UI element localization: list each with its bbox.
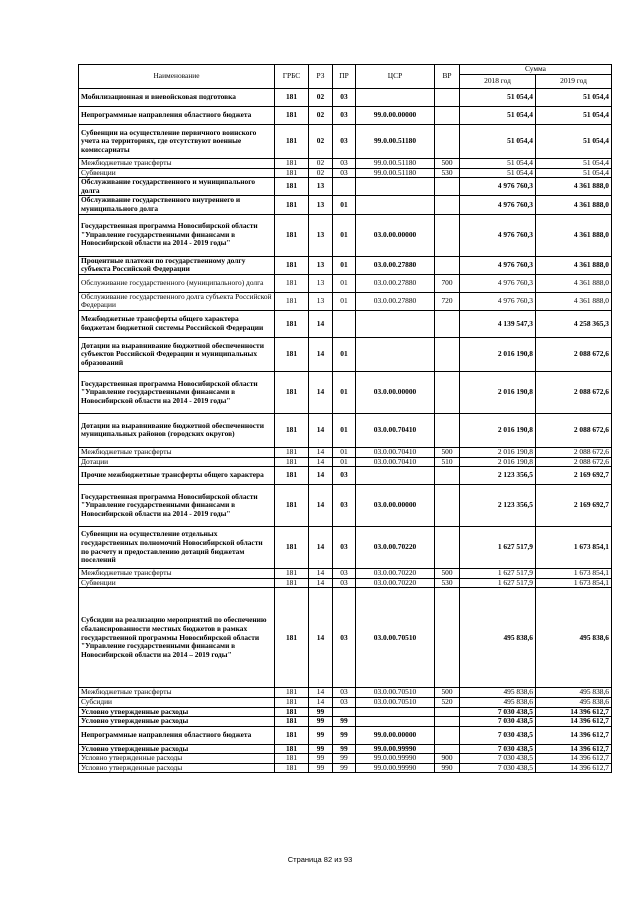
cell-y2018: 4 976 760,3 bbox=[460, 178, 536, 196]
cell-grbs: 181 bbox=[275, 413, 309, 447]
cell-name: Государственная программа Новосибирской области "Управление государственными финансами в Новосибирской области на 2014 - 2019 годы" bbox=[79, 485, 275, 527]
cell-y2018: 51 054,4 bbox=[460, 107, 536, 125]
cell-y2019: 51 054,4 bbox=[536, 159, 612, 169]
cell-grbs: 181 bbox=[275, 578, 309, 588]
cell-csr: 99.0.00.99990 bbox=[356, 763, 435, 773]
cell-rz: 13 bbox=[309, 256, 333, 274]
cell-grbs: 181 bbox=[275, 159, 309, 169]
cell-csr: 03.0.00.27880 bbox=[356, 292, 435, 310]
cell-rz: 13 bbox=[309, 214, 333, 256]
cell-y2019: 2 088 672,6 bbox=[536, 371, 612, 413]
cell-name: Дотации на выравнивание бюджетной обеспеченности субъектов Российской Федерации и муниципальных образований bbox=[79, 337, 275, 371]
cell-y2019: 2 088 672,6 bbox=[536, 337, 612, 371]
cell-y2018: 495 838,6 bbox=[460, 588, 536, 688]
cell-name: Государственная программа Новосибирской области "Управление государственными финансами в Новосибирской области на 2014 - 2019 годы" bbox=[79, 371, 275, 413]
header-rz: РЗ bbox=[309, 65, 333, 89]
cell-y2019: 14 396 612,7 bbox=[536, 754, 612, 764]
cell-vr bbox=[435, 196, 460, 214]
cell-pr: 99 bbox=[333, 754, 356, 764]
cell-y2018: 2 016 190,8 bbox=[460, 337, 536, 371]
table-row bbox=[79, 485, 612, 527]
cell-csr: 99.0.00.51180 bbox=[356, 125, 435, 159]
table-row bbox=[79, 447, 612, 457]
cell-name: Субсидии bbox=[79, 697, 275, 707]
table-row bbox=[79, 107, 612, 125]
cell-y2019: 1 673 854,1 bbox=[536, 569, 612, 579]
cell-name: Межбюджетные трансферты bbox=[79, 447, 275, 457]
cell-csr bbox=[356, 178, 435, 196]
cell-y2018: 2 016 190,8 bbox=[460, 457, 536, 467]
cell-name: Обслуживание государственного долга субъекта Российской Федерации bbox=[79, 292, 275, 310]
cell-y2018: 51 054,4 bbox=[460, 168, 536, 178]
cell-name: Дотации bbox=[79, 457, 275, 467]
cell-name: Процентные платежи по государственному долгу субъекта Российской Федерации bbox=[79, 256, 275, 274]
cell-grbs: 181 bbox=[275, 274, 309, 292]
cell-rz: 14 bbox=[309, 467, 333, 485]
cell-y2018: 7 030 438,5 bbox=[460, 744, 536, 754]
cell-csr bbox=[356, 196, 435, 214]
cell-rz: 02 bbox=[309, 159, 333, 169]
cell-y2019: 4 361 888,0 bbox=[536, 274, 612, 292]
cell-csr: 03.0.00.70220 bbox=[356, 569, 435, 579]
table-row bbox=[79, 707, 612, 717]
table-row bbox=[79, 168, 612, 178]
cell-csr: 03.0.00.70510 bbox=[356, 697, 435, 707]
cell-rz: 14 bbox=[309, 569, 333, 579]
cell-pr: 03 bbox=[333, 467, 356, 485]
cell-y2019: 51 054,4 bbox=[536, 107, 612, 125]
cell-rz: 99 bbox=[309, 754, 333, 764]
cell-pr: 01 bbox=[333, 337, 356, 371]
cell-vr bbox=[435, 717, 460, 727]
cell-y2019: 2 169 692,7 bbox=[536, 485, 612, 527]
cell-grbs: 181 bbox=[275, 214, 309, 256]
cell-pr: 03 bbox=[333, 125, 356, 159]
cell-grbs: 181 bbox=[275, 467, 309, 485]
cell-csr: 99.0.00.51180 bbox=[356, 168, 435, 178]
cell-grbs: 181 bbox=[275, 485, 309, 527]
cell-grbs: 181 bbox=[275, 292, 309, 310]
cell-csr bbox=[356, 89, 435, 107]
cell-pr: 99 bbox=[333, 726, 356, 744]
table-row bbox=[79, 178, 612, 196]
cell-rz: 13 bbox=[309, 292, 333, 310]
table-row bbox=[79, 413, 612, 447]
page-number: Страница 82 из 93 bbox=[287, 855, 353, 864]
cell-pr: 01 bbox=[333, 457, 356, 467]
cell-pr: 01 bbox=[333, 292, 356, 310]
cell-csr: 03.0.00.27880 bbox=[356, 256, 435, 274]
cell-csr bbox=[356, 337, 435, 371]
cell-y2018: 2 016 190,8 bbox=[460, 371, 536, 413]
table-row bbox=[79, 726, 612, 744]
cell-name: Обслуживание государственного внутреннего и муниципального долга bbox=[79, 196, 275, 214]
cell-name: Межбюджетные трансферты bbox=[79, 688, 275, 698]
cell-y2019: 4 361 888,0 bbox=[536, 256, 612, 274]
table-row bbox=[79, 457, 612, 467]
cell-pr: 99 bbox=[333, 763, 356, 773]
cell-y2019: 14 396 612,7 bbox=[536, 717, 612, 727]
cell-y2018: 7 030 438,5 bbox=[460, 707, 536, 717]
table-row bbox=[79, 125, 612, 159]
cell-y2019: 51 054,4 bbox=[536, 125, 612, 159]
table-row bbox=[79, 688, 612, 698]
cell-pr: 01 bbox=[333, 196, 356, 214]
cell-vr bbox=[435, 310, 460, 337]
header-pr: ПР bbox=[333, 65, 356, 89]
cell-pr: 01 bbox=[333, 256, 356, 274]
cell-vr: 990 bbox=[435, 763, 460, 773]
cell-csr: 03.0.00.70410 bbox=[356, 447, 435, 457]
cell-y2019: 4 361 888,0 bbox=[536, 178, 612, 196]
cell-y2018: 4 976 760,3 bbox=[460, 214, 536, 256]
cell-y2018: 51 054,4 bbox=[460, 125, 536, 159]
cell-y2019: 51 054,4 bbox=[536, 89, 612, 107]
cell-vr: 500 bbox=[435, 447, 460, 457]
cell-grbs: 181 bbox=[275, 588, 309, 688]
table-row bbox=[79, 196, 612, 214]
cell-y2018: 4 976 760,3 bbox=[460, 292, 536, 310]
cell-y2018: 4 976 760,3 bbox=[460, 196, 536, 214]
table-row bbox=[79, 527, 612, 569]
cell-rz: 99 bbox=[309, 763, 333, 773]
cell-vr: 530 bbox=[435, 168, 460, 178]
cell-vr bbox=[435, 467, 460, 485]
table-row bbox=[79, 310, 612, 337]
cell-vr bbox=[435, 527, 460, 569]
cell-name: Мобилизационная и вневойсковая подготовка bbox=[79, 89, 275, 107]
cell-grbs: 181 bbox=[275, 337, 309, 371]
table-row bbox=[79, 763, 612, 773]
cell-vr: 720 bbox=[435, 292, 460, 310]
cell-pr: 01 bbox=[333, 274, 356, 292]
cell-y2019: 2 088 672,6 bbox=[536, 447, 612, 457]
cell-rz: 14 bbox=[309, 588, 333, 688]
table-row bbox=[79, 717, 612, 727]
cell-name: Прочие межбюджетные трансферты общего характера bbox=[79, 467, 275, 485]
cell-rz: 14 bbox=[309, 578, 333, 588]
table-body bbox=[79, 89, 612, 773]
cell-grbs: 181 bbox=[275, 178, 309, 196]
cell-grbs: 181 bbox=[275, 310, 309, 337]
cell-name: Непрограммные направления областного бюджета bbox=[79, 107, 275, 125]
cell-y2018: 2 016 190,8 bbox=[460, 447, 536, 457]
cell-grbs: 181 bbox=[275, 196, 309, 214]
cell-y2018: 1 627 517,9 bbox=[460, 578, 536, 588]
budget-table bbox=[78, 64, 612, 773]
cell-grbs: 181 bbox=[275, 107, 309, 125]
cell-grbs: 181 bbox=[275, 371, 309, 413]
cell-rz: 02 bbox=[309, 89, 333, 107]
table-row bbox=[79, 754, 612, 764]
cell-name: Субвенции bbox=[79, 168, 275, 178]
cell-pr: 99 bbox=[333, 744, 356, 754]
cell-rz: 99 bbox=[309, 707, 333, 717]
table-row bbox=[79, 214, 612, 256]
table-row bbox=[79, 569, 612, 579]
cell-pr: 03 bbox=[333, 168, 356, 178]
header-2018: 2018 год bbox=[460, 75, 536, 89]
cell-name: Непрограммные направления областного бюджета bbox=[79, 726, 275, 744]
cell-rz: 99 bbox=[309, 726, 333, 744]
cell-csr: 99.0.00.00000 bbox=[356, 107, 435, 125]
cell-vr: 510 bbox=[435, 457, 460, 467]
cell-y2019: 495 838,6 bbox=[536, 697, 612, 707]
cell-y2018: 2 123 356,5 bbox=[460, 467, 536, 485]
cell-csr: 03.0.00.00000 bbox=[356, 371, 435, 413]
cell-rz: 13 bbox=[309, 178, 333, 196]
cell-grbs: 181 bbox=[275, 447, 309, 457]
cell-y2018: 2 016 190,8 bbox=[460, 413, 536, 447]
cell-name: Субвенции bbox=[79, 578, 275, 588]
cell-grbs: 181 bbox=[275, 527, 309, 569]
cell-y2018: 2 123 356,5 bbox=[460, 485, 536, 527]
cell-vr: 700 bbox=[435, 274, 460, 292]
cell-y2019: 495 838,6 bbox=[536, 688, 612, 698]
cell-y2018: 4 139 547,3 bbox=[460, 310, 536, 337]
cell-vr bbox=[435, 371, 460, 413]
cell-y2019: 1 673 854,1 bbox=[536, 578, 612, 588]
cell-vr bbox=[435, 707, 460, 717]
cell-vr: 500 bbox=[435, 159, 460, 169]
cell-y2018: 51 054,4 bbox=[460, 159, 536, 169]
cell-name: Обслуживание государственного (муниципального) долга bbox=[79, 274, 275, 292]
cell-rz: 14 bbox=[309, 447, 333, 457]
cell-grbs: 181 bbox=[275, 726, 309, 744]
cell-pr: 03 bbox=[333, 688, 356, 698]
cell-pr: 03 bbox=[333, 697, 356, 707]
table-row bbox=[79, 578, 612, 588]
cell-y2018: 7 030 438,5 bbox=[460, 717, 536, 727]
cell-csr: 03.0.00.70410 bbox=[356, 457, 435, 467]
cell-csr: 03.0.00.70510 bbox=[356, 688, 435, 698]
cell-y2019: 14 396 612,7 bbox=[536, 744, 612, 754]
cell-pr: 01 bbox=[333, 371, 356, 413]
cell-vr bbox=[435, 125, 460, 159]
cell-name: Субсидии на реализацию мероприятий по обеспечению сбалансированности местных бюджетов в рамках государственной программы Новосибирской области "Управление государственными финансами в Новосибирской области на 2014 – 2019 годы" bbox=[79, 588, 275, 688]
cell-vr bbox=[435, 89, 460, 107]
cell-y2018: 7 030 438,5 bbox=[460, 754, 536, 764]
cell-pr: 03 bbox=[333, 107, 356, 125]
cell-pr bbox=[333, 310, 356, 337]
cell-pr: 01 bbox=[333, 214, 356, 256]
cell-name: Дотации на выравнивание бюджетной обеспеченности муниципальных районов (городских округов) bbox=[79, 413, 275, 447]
cell-y2019: 4 258 365,3 bbox=[536, 310, 612, 337]
cell-vr bbox=[435, 588, 460, 688]
cell-y2019: 2 088 672,6 bbox=[536, 413, 612, 447]
cell-y2019: 14 396 612,7 bbox=[536, 707, 612, 717]
cell-vr bbox=[435, 485, 460, 527]
cell-csr: 99.0.00.99990 bbox=[356, 754, 435, 764]
cell-pr: 03 bbox=[333, 159, 356, 169]
cell-rz: 02 bbox=[309, 168, 333, 178]
cell-y2019: 2 088 672,6 bbox=[536, 457, 612, 467]
cell-y2018: 4 976 760,3 bbox=[460, 274, 536, 292]
cell-pr: 03 bbox=[333, 578, 356, 588]
cell-y2019: 495 838,6 bbox=[536, 588, 612, 688]
cell-y2018: 4 976 760,3 bbox=[460, 256, 536, 274]
cell-rz: 14 bbox=[309, 697, 333, 707]
cell-csr: 99.0.00.00000 bbox=[356, 726, 435, 744]
cell-y2019: 4 361 888,0 bbox=[536, 196, 612, 214]
cell-y2019: 4 361 888,0 bbox=[536, 214, 612, 256]
cell-vr: 530 bbox=[435, 578, 460, 588]
cell-vr bbox=[435, 337, 460, 371]
cell-grbs: 181 bbox=[275, 168, 309, 178]
table-row bbox=[79, 697, 612, 707]
table-row bbox=[79, 256, 612, 274]
table-row bbox=[79, 89, 612, 107]
cell-y2018: 495 838,6 bbox=[460, 697, 536, 707]
cell-pr: 03 bbox=[333, 527, 356, 569]
cell-csr bbox=[356, 707, 435, 717]
cell-rz: 99 bbox=[309, 717, 333, 727]
cell-vr: 500 bbox=[435, 569, 460, 579]
table-row bbox=[79, 337, 612, 371]
cell-grbs: 181 bbox=[275, 569, 309, 579]
cell-grbs: 181 bbox=[275, 688, 309, 698]
header-grbs: ГРБС bbox=[275, 65, 309, 89]
cell-vr: 500 bbox=[435, 688, 460, 698]
header-2019: 2019 год bbox=[536, 75, 612, 89]
cell-pr: 01 bbox=[333, 413, 356, 447]
cell-grbs: 181 bbox=[275, 256, 309, 274]
cell-csr: 03.0.00.70410 bbox=[356, 413, 435, 447]
cell-grbs: 181 bbox=[275, 754, 309, 764]
cell-name: Условно утвержденные расходы bbox=[79, 717, 275, 727]
cell-rz: 14 bbox=[309, 371, 333, 413]
cell-y2019: 51 054,4 bbox=[536, 168, 612, 178]
cell-rz: 14 bbox=[309, 527, 333, 569]
cell-y2018: 7 030 438,5 bbox=[460, 726, 536, 744]
cell-pr: 03 bbox=[333, 89, 356, 107]
cell-vr bbox=[435, 726, 460, 744]
header-sum: Сумма bbox=[460, 65, 612, 75]
cell-grbs: 181 bbox=[275, 89, 309, 107]
header-vr: ВР bbox=[435, 65, 460, 89]
cell-y2019: 2 169 692,7 bbox=[536, 467, 612, 485]
cell-rz: 14 bbox=[309, 413, 333, 447]
cell-name: Условно утвержденные расходы bbox=[79, 763, 275, 773]
cell-vr bbox=[435, 214, 460, 256]
cell-rz: 13 bbox=[309, 196, 333, 214]
cell-y2019: 14 396 612,7 bbox=[536, 726, 612, 744]
table-row bbox=[79, 159, 612, 169]
cell-name: Условно утвержденные расходы bbox=[79, 744, 275, 754]
cell-pr bbox=[333, 707, 356, 717]
table-row bbox=[79, 744, 612, 754]
cell-rz: 02 bbox=[309, 107, 333, 125]
cell-rz: 14 bbox=[309, 457, 333, 467]
cell-y2018: 1 627 517,9 bbox=[460, 527, 536, 569]
cell-csr: 03.0.00.70220 bbox=[356, 578, 435, 588]
cell-pr bbox=[333, 178, 356, 196]
cell-rz: 99 bbox=[309, 744, 333, 754]
cell-csr: 03.0.00.70510 bbox=[356, 588, 435, 688]
cell-y2018: 7 030 438,5 bbox=[460, 763, 536, 773]
cell-y2018: 495 838,6 bbox=[460, 688, 536, 698]
cell-csr: 03.0.00.00000 bbox=[356, 214, 435, 256]
cell-csr: 99.0.00.51180 bbox=[356, 159, 435, 169]
cell-csr: 03.0.00.70220 bbox=[356, 527, 435, 569]
cell-grbs: 181 bbox=[275, 125, 309, 159]
cell-grbs: 181 bbox=[275, 697, 309, 707]
cell-vr bbox=[435, 178, 460, 196]
table-row bbox=[79, 292, 612, 310]
cell-vr bbox=[435, 107, 460, 125]
cell-name: Обслуживание государственного и муниципального долга bbox=[79, 178, 275, 196]
cell-grbs: 181 bbox=[275, 707, 309, 717]
cell-name: Условно утвержденные расходы bbox=[79, 707, 275, 717]
cell-vr bbox=[435, 413, 460, 447]
cell-grbs: 181 bbox=[275, 457, 309, 467]
cell-y2018: 1 627 517,9 bbox=[460, 569, 536, 579]
table-row bbox=[79, 371, 612, 413]
cell-csr bbox=[356, 310, 435, 337]
cell-pr: 01 bbox=[333, 447, 356, 457]
cell-name: Условно утвержденные расходы bbox=[79, 754, 275, 764]
cell-vr bbox=[435, 744, 460, 754]
table-row bbox=[79, 467, 612, 485]
table-row bbox=[79, 588, 612, 688]
cell-name: Межбюджетные трансферты bbox=[79, 159, 275, 169]
cell-pr: 03 bbox=[333, 485, 356, 527]
cell-y2019: 4 361 888,0 bbox=[536, 292, 612, 310]
cell-pr: 03 bbox=[333, 569, 356, 579]
cell-y2018: 51 054,4 bbox=[460, 89, 536, 107]
cell-grbs: 181 bbox=[275, 744, 309, 754]
cell-csr bbox=[356, 467, 435, 485]
cell-csr: 03.0.00.00000 bbox=[356, 485, 435, 527]
table-row bbox=[79, 274, 612, 292]
header-name: Наименование bbox=[79, 65, 275, 89]
cell-rz: 13 bbox=[309, 274, 333, 292]
cell-y2019: 14 396 612,7 bbox=[536, 763, 612, 773]
cell-vr: 520 bbox=[435, 697, 460, 707]
cell-name: Субвенции на осуществление первичного воинского учета на территориях, где отсутствуют военные комиссариаты bbox=[79, 125, 275, 159]
cell-rz: 14 bbox=[309, 688, 333, 698]
cell-y2019: 1 673 854,1 bbox=[536, 527, 612, 569]
cell-csr: 03.0.00.27880 bbox=[356, 274, 435, 292]
cell-grbs: 181 bbox=[275, 717, 309, 727]
cell-name: Государственная программа Новосибирской области "Управление государственными финансами в Новосибирской области на 2014 - 2019 годы" bbox=[79, 214, 275, 256]
cell-csr: 99.0.00.99990 bbox=[356, 744, 435, 754]
cell-vr: 900 bbox=[435, 754, 460, 764]
header-csr: ЦСР bbox=[356, 65, 435, 89]
cell-rz: 14 bbox=[309, 337, 333, 371]
cell-vr bbox=[435, 256, 460, 274]
cell-name: Межбюджетные трансферты общего характера бюджетам бюджетной системы Российской Федерации bbox=[79, 310, 275, 337]
cell-grbs: 181 bbox=[275, 763, 309, 773]
cell-pr: 99 bbox=[333, 717, 356, 727]
cell-csr bbox=[356, 717, 435, 727]
cell-name: Субвенции на осуществление отдельных государственных полномочий Новосибирской области по расчету и предоставлению дотаций бюджетам поселений bbox=[79, 527, 275, 569]
cell-pr: 03 bbox=[333, 588, 356, 688]
cell-rz: 14 bbox=[309, 485, 333, 527]
cell-name: Межбюджетные трансферты bbox=[79, 569, 275, 579]
cell-rz: 02 bbox=[309, 125, 333, 159]
cell-rz: 14 bbox=[309, 310, 333, 337]
